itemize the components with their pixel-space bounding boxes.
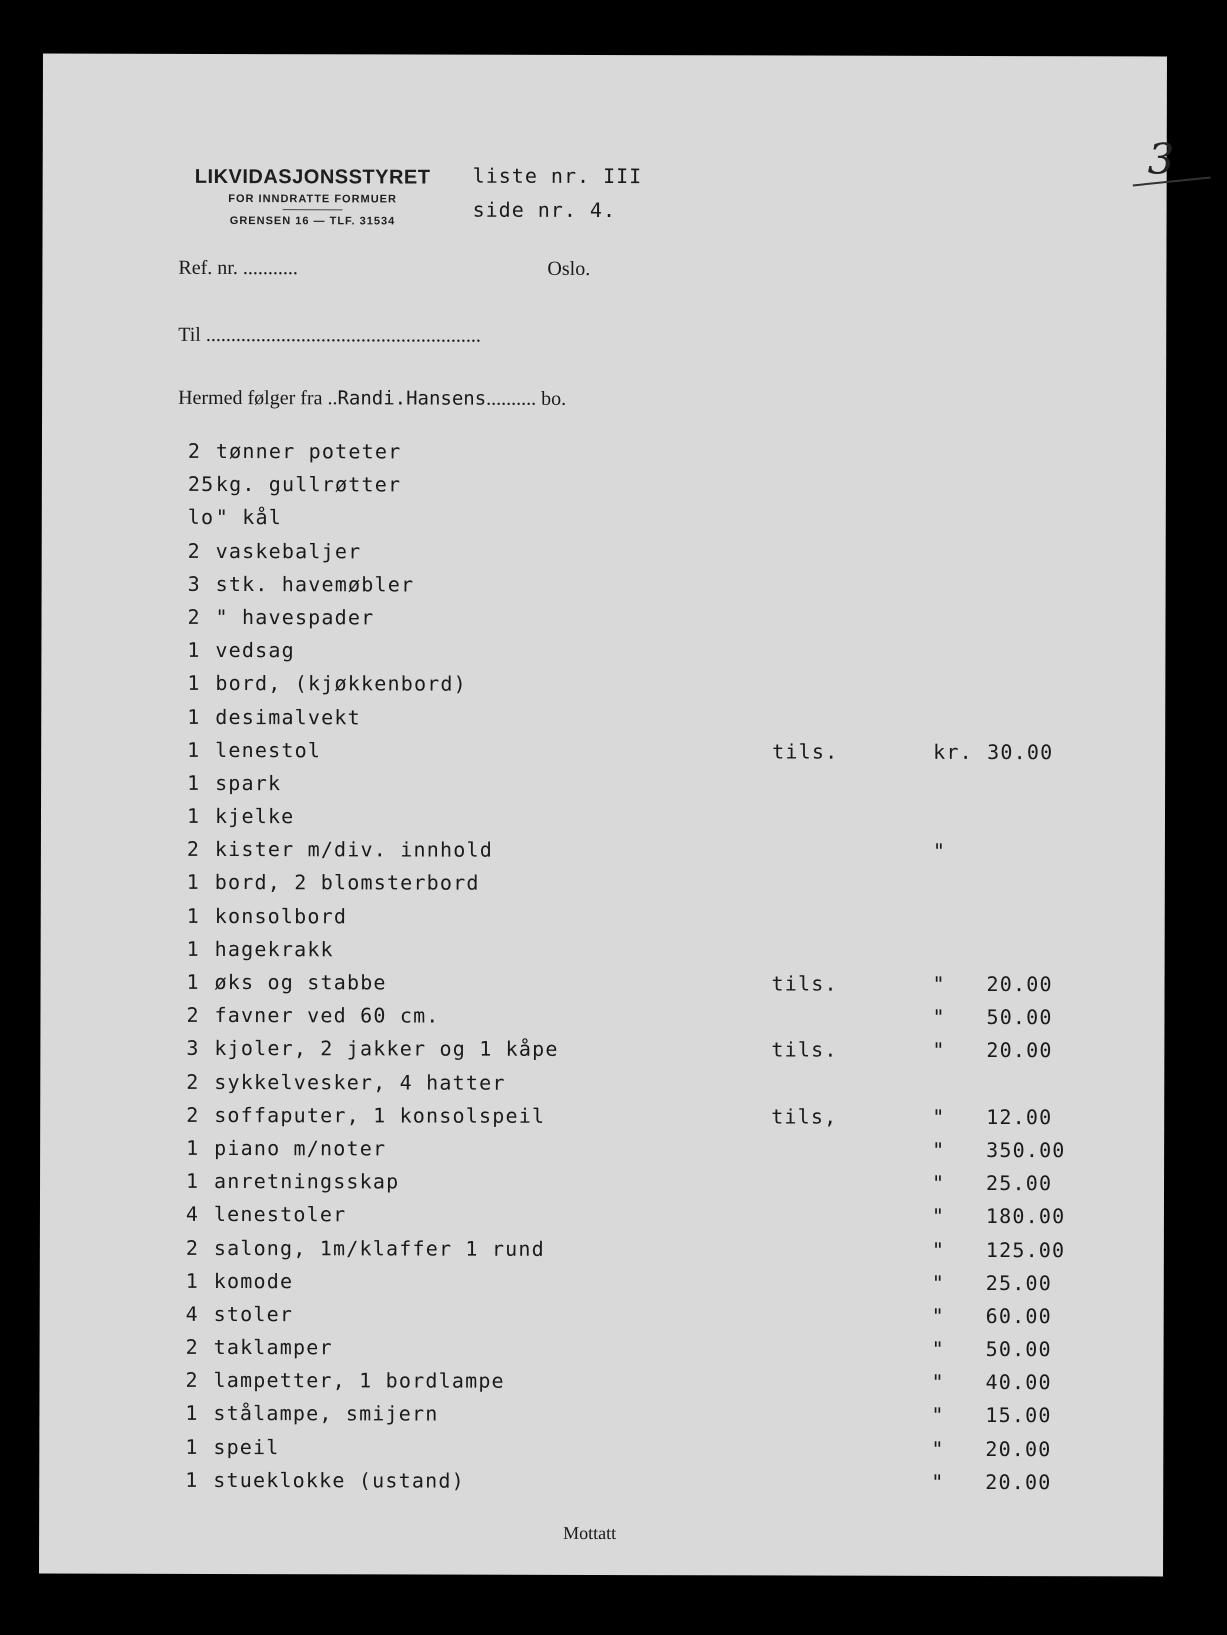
item-description: lenestoler: [213, 1202, 347, 1227]
item-description: soffaputer, 1 konsolspeil: [214, 1102, 546, 1128]
item-note: tils.: [771, 1037, 838, 1062]
letterhead: [178, 166, 448, 228]
item-quantity: 1: [186, 870, 201, 895]
item-description: speil: [213, 1434, 280, 1459]
list-item: [187, 704, 1087, 740]
item-description: øks og stabbe: [214, 969, 387, 995]
list-item: [188, 572, 1088, 608]
item-amount: 50.00: [986, 1005, 1053, 1030]
list-item: [188, 439, 1088, 475]
item-description: lenestol: [215, 737, 322, 762]
item-description: komode: [213, 1268, 294, 1293]
list-item: [186, 1169, 1086, 1205]
item-quantity: 1: [186, 903, 201, 928]
city-label: Oslo.: [547, 257, 591, 280]
item-quantity: 1: [187, 704, 201, 729]
item-quantity: 1: [186, 969, 200, 994]
list-item: [187, 804, 1087, 840]
item-quantity: 1: [186, 803, 201, 829]
item-description: taklamper: [213, 1335, 333, 1360]
recipient-field: Til .......................................................: [178, 323, 481, 347]
item-quantity: 2: [185, 1368, 199, 1393]
item-description: anretningsskap: [214, 1169, 400, 1194]
org-name: LIKVIDASJONSSTYRET: [194, 165, 431, 189]
item-description: " havespader: [215, 604, 375, 630]
item-list: [185, 439, 1088, 1503]
received-label: Mottatt: [563, 1522, 617, 1544]
item-description: sykkelvesker, 4 hatter: [214, 1069, 506, 1095]
hermed-prefix: Hermed følger fra ..: [178, 386, 338, 410]
list-item: [186, 1069, 1086, 1105]
list-item: [186, 1302, 1086, 1338]
item-description: kg. gullrøtter: [215, 472, 402, 497]
item-note: tils.: [771, 971, 838, 996]
org-address: GRENSEN 16 — TLF. 31534: [229, 215, 396, 228]
item-currency: ": [932, 971, 946, 996]
list-item: [186, 1202, 1086, 1238]
list-item: [186, 1036, 1086, 1072]
item-quantity: 2: [185, 1334, 199, 1360]
hermed-suffix: .......... bo.: [486, 387, 567, 410]
list-item: [186, 1335, 1086, 1371]
item-quantity: 3: [187, 571, 201, 596]
item-quantity: 1: [186, 1169, 200, 1194]
item-amount: 30.00: [987, 739, 1054, 764]
item-description: kister m/div. innhold: [214, 837, 494, 862]
list-item: [187, 638, 1087, 674]
list-item: [186, 1103, 1086, 1139]
item-description: konsolbord: [214, 903, 348, 928]
item-amount: 350.00: [986, 1137, 1066, 1163]
item-amount: 60.00: [985, 1303, 1052, 1329]
document-page: [39, 54, 1175, 1577]
list-item: [186, 1136, 1086, 1172]
list-item: [188, 505, 1088, 541]
item-description: salong, 1m/klaffer 1 rund: [213, 1235, 545, 1261]
list-item: [187, 837, 1087, 873]
list-item: [187, 937, 1087, 973]
org-subtitle: FOR INNDRATTE FORMUER: [228, 193, 397, 206]
item-quantity: 2: [187, 604, 201, 629]
item-quantity: 3: [186, 1036, 200, 1061]
list-item: [186, 1269, 1086, 1305]
item-quantity: 1: [185, 1268, 200, 1293]
item-quantity: 1: [186, 1135, 200, 1160]
item-quantity: 1: [185, 1467, 199, 1492]
item-description: lampetter, 1 bordlampe: [213, 1368, 505, 1393]
item-amount: 15.00: [985, 1403, 1052, 1428]
item-description: vaskebaljer: [215, 538, 362, 563]
item-quantity: 1: [187, 737, 201, 762]
item-currency: ": [931, 1436, 945, 1461]
list-item: [188, 472, 1088, 508]
hermed-line: [178, 387, 566, 411]
item-currency: ": [932, 1038, 946, 1063]
list-item: [186, 1003, 1086, 1039]
item-note: tils,: [771, 1104, 838, 1129]
list-item: [186, 1235, 1086, 1271]
item-quantity: 1: [187, 770, 201, 795]
handwritten-page-number: 3: [1147, 134, 1175, 184]
item-quantity: 1: [187, 671, 201, 696]
item-quantity: 1: [187, 638, 201, 663]
page-number: side nr. 4.: [472, 197, 617, 223]
item-amount: 20.00: [985, 1469, 1052, 1494]
item-description: vedsag: [215, 638, 295, 663]
item-quantity: 4: [185, 1202, 200, 1227]
item-description: tønner poteter: [215, 438, 402, 464]
list-item: [185, 1468, 1085, 1504]
item-description: stk. havemøbler: [215, 571, 415, 597]
item-description: bord, (kjøkkenbord): [215, 671, 467, 696]
item-quantity: 4: [185, 1301, 199, 1326]
list-item: [187, 904, 1087, 940]
item-description: favner ved 60 cm.: [214, 1003, 440, 1028]
item-quantity: 25: [187, 472, 215, 497]
item-amount: 40.00: [985, 1370, 1052, 1395]
item-description: stoler: [213, 1301, 294, 1327]
item-description: bord, 2 blomsterbord: [214, 870, 480, 896]
item-currency: ": [931, 1469, 945, 1494]
item-currency: ": [932, 1005, 946, 1030]
item-description: " kål: [215, 505, 283, 530]
item-description: kjelke: [214, 804, 295, 829]
ref-number-field: Ref. nr. ...........: [178, 256, 298, 280]
list-item: [185, 1435, 1085, 1471]
list-item: [187, 970, 1087, 1006]
item-amount: 25.00: [986, 1171, 1053, 1196]
item-currency: kr.: [933, 739, 973, 764]
item-amount: 12.00: [986, 1104, 1053, 1129]
item-currency: ": [932, 839, 947, 864]
list-item: [187, 671, 1087, 707]
item-currency: ": [931, 1303, 945, 1328]
item-quantity: 1: [185, 1434, 199, 1459]
item-currency: ": [931, 1204, 946, 1229]
item-currency: ": [932, 1104, 946, 1129]
item-currency: ": [932, 1170, 946, 1196]
list-item: [187, 738, 1087, 774]
item-quantity: 2: [185, 1235, 200, 1260]
item-description: piano m/noter: [214, 1135, 387, 1161]
item-quantity: 2: [187, 438, 202, 463]
list-item: [188, 538, 1088, 574]
item-currency: ": [931, 1237, 946, 1262]
item-quantity: 2: [187, 538, 201, 563]
list-item: [187, 771, 1087, 807]
item-amount: 20.00: [985, 1436, 1052, 1461]
item-quantity: 2: [186, 1069, 200, 1094]
estate-name: Randi.Hansens: [337, 387, 487, 410]
letterhead-rule: [283, 209, 343, 210]
item-description: stålampe, smijern: [213, 1401, 439, 1427]
item-description: hagekrakk: [214, 936, 334, 962]
item-currency: ": [931, 1370, 945, 1395]
item-amount: 20.00: [986, 972, 1053, 997]
item-note: tils.: [772, 739, 839, 764]
item-currency: ": [931, 1403, 945, 1428]
item-currency: ": [931, 1336, 945, 1361]
item-currency: ": [931, 1270, 946, 1295]
item-description: kjoler, 2 jakker og 1 kåpe: [214, 1036, 559, 1062]
item-quantity: 2: [186, 1003, 200, 1028]
item-description: desimalvekt: [215, 704, 361, 729]
list-item: [187, 870, 1087, 906]
list-item: [187, 605, 1087, 641]
list-item: [185, 1368, 1085, 1404]
item-quantity: 1: [185, 1401, 199, 1426]
item-amount: 50.00: [985, 1337, 1052, 1362]
item-amount: 20.00: [986, 1038, 1053, 1063]
item-amount: 125.00: [985, 1237, 1066, 1262]
item-quantity: 2: [186, 1102, 200, 1127]
item-quantity: 1: [186, 936, 200, 961]
item-amount: 25.00: [985, 1270, 1053, 1295]
item-currency: ": [932, 1137, 946, 1162]
list-item: [185, 1401, 1085, 1437]
item-quantity: lo: [187, 505, 215, 530]
list-number: liste nr. III: [472, 163, 643, 189]
item-amount: 180.00: [985, 1204, 1066, 1229]
item-quantity: 2: [186, 837, 201, 862]
list-reference: [473, 159, 643, 227]
item-description: spark: [215, 770, 282, 796]
item-description: stueklokke (ustand): [213, 1467, 465, 1493]
